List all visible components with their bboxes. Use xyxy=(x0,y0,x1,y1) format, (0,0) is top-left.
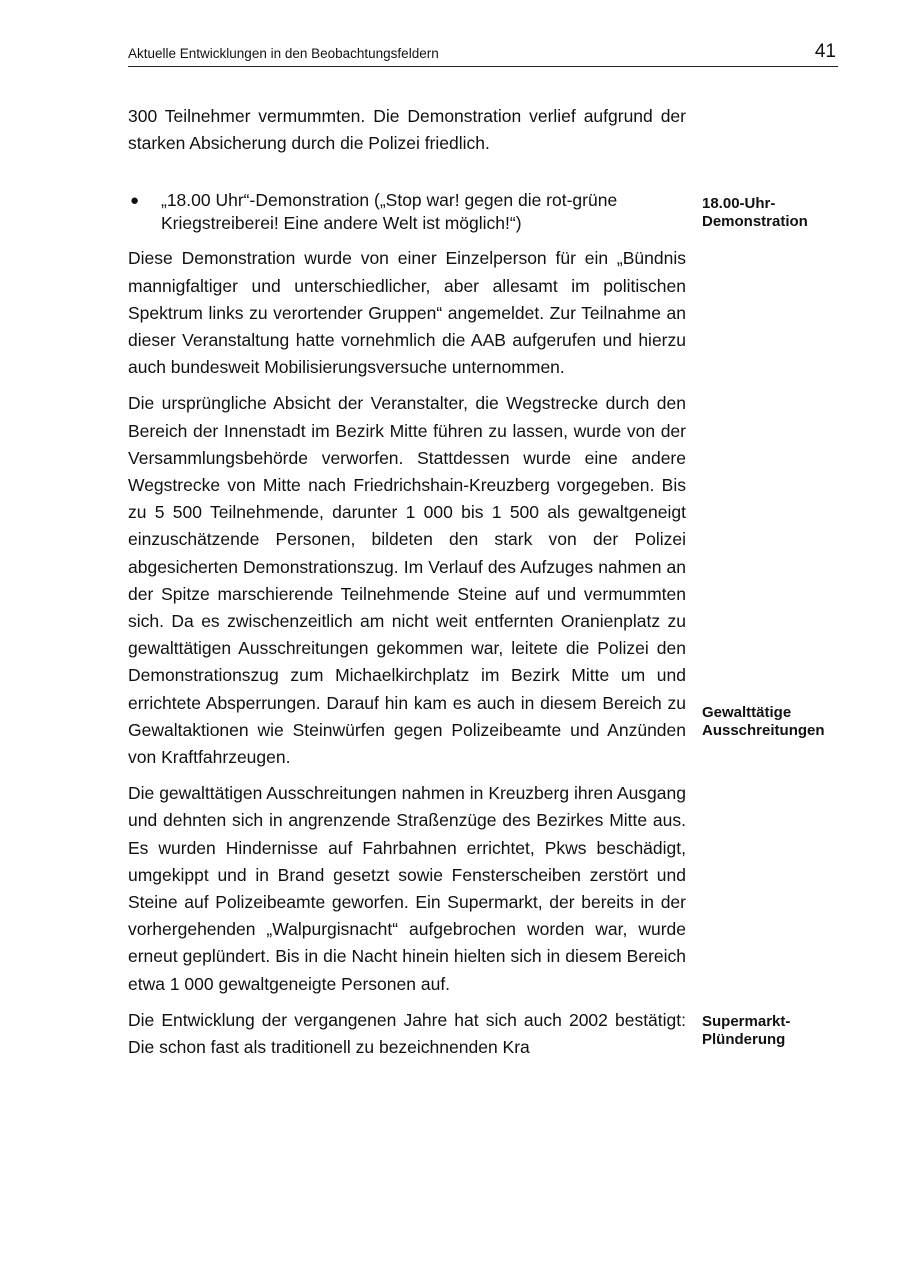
running-header xyxy=(128,38,838,67)
paragraph-4: Die Entwicklung der vergangenen Jahre hat sich auch 2002 bestätigt: Die schon fast als traditionell zu bezeichnenden Kra xyxy=(128,1009,686,1058)
intro-paragraph: 300 Teilnehmer vermummten. Die Demonstration verlief aufgrund der starken Absicherung durch die Polizei friedlich. xyxy=(128,106,686,154)
paragraph-2: Die ursprüngliche Absicht der Veranstalter, die Wegstrecke durch den Bereich der Innenstadt im Bezirk Mitte führen zu lassen, wurde von der Versammlungsbehörde verworfen. Stattdessen wurde eine andere Wegstrecke von Mitte nach Friedrichshain-Kreuzberg vorgegeben. Bis zu 5 500 Teilnehmende, darunter 1 000 bis 1 500 als gewaltgeneigt einzuschätzende Personen, bildeten den stark von der Polizei abgesicherten Demonstrationszug. Im Verlauf des Aufzuges nahmen an der Spitze marschierende Teilnehmende Steine auf und vermummten sich. Da es zwischenzeitlich am nicht weit entfernten Oranienplatz zu gewalttätigen Ausschreitungen gekommen war, leitete die Polizei den Demonstrationszug zum Michaelkirchplatz im Bezirk Mitte um und errichtete Absperrungen. Darauf hin kam es auch in diesem Bereich zu Gewaltaktionen wie Steinwürfen gegen Polizeibeamte und Anzünden von Kraftfahrzeugen. xyxy=(128,393,686,768)
paragraph-1: Diese Demonstration wurde von einer Einzelperson für ein „Bündnis mannigfaltiger und unterschiedlicher, aber allesamt im politischen Spektrum links zu verortender Gruppen“ angemeldet. Zur Teilnahme an dieser Veranstaltung hatte vornehmlich die AAB aufgerufen und hierzu auch bundesweit Mobilisierungsversuche unternommen. xyxy=(128,248,686,378)
main-text-column xyxy=(128,103,686,1061)
margin-note-demonstration: 18.00-Uhr-Demonstration xyxy=(702,195,808,230)
bullet-item-text: „18.00 Uhr“-Demonstration („Stop war! gegen die rot-grüne Kriegstreiberei! Eine andere Welt ist möglich!“) xyxy=(161,190,618,234)
header-title: Aktuelle Entwicklungen in den Beobachtungsfeldern xyxy=(128,46,439,61)
margin-note-ausschreitungen: Gewalttätige Ausschreitungen xyxy=(702,704,825,739)
page-number: 41 xyxy=(814,41,836,62)
bullet-item xyxy=(128,189,686,235)
margin-note-supermarkt: Supermarkt-Plünderung xyxy=(702,1013,791,1048)
bullet-dot-icon: ● xyxy=(130,192,140,210)
paragraph-3: Die gewalttätigen Ausschreitungen nahmen in Kreuzberg ihren Ausgang und dehnten sich in angrenzende Straßenzüge des Bezirkes Mitte aus. Es wurden Hindernisse auf Fahrbahnen errichtet, Pkws beschädigt, umgekippt und in Brand gesetzt sowie Fensterscheiben zerstört und Steine auf Polizeibeamte geworfen. Ein Supermarkt, der bereits in der vorhergehenden „Walpurgisnacht“ aufgebrochen worden war, wurde erneut geplündert. Bis in die Nacht hinein hielten sich in diesem Bereich etwa 1 000 gewaltgeneigte Personen auf. xyxy=(128,783,686,994)
